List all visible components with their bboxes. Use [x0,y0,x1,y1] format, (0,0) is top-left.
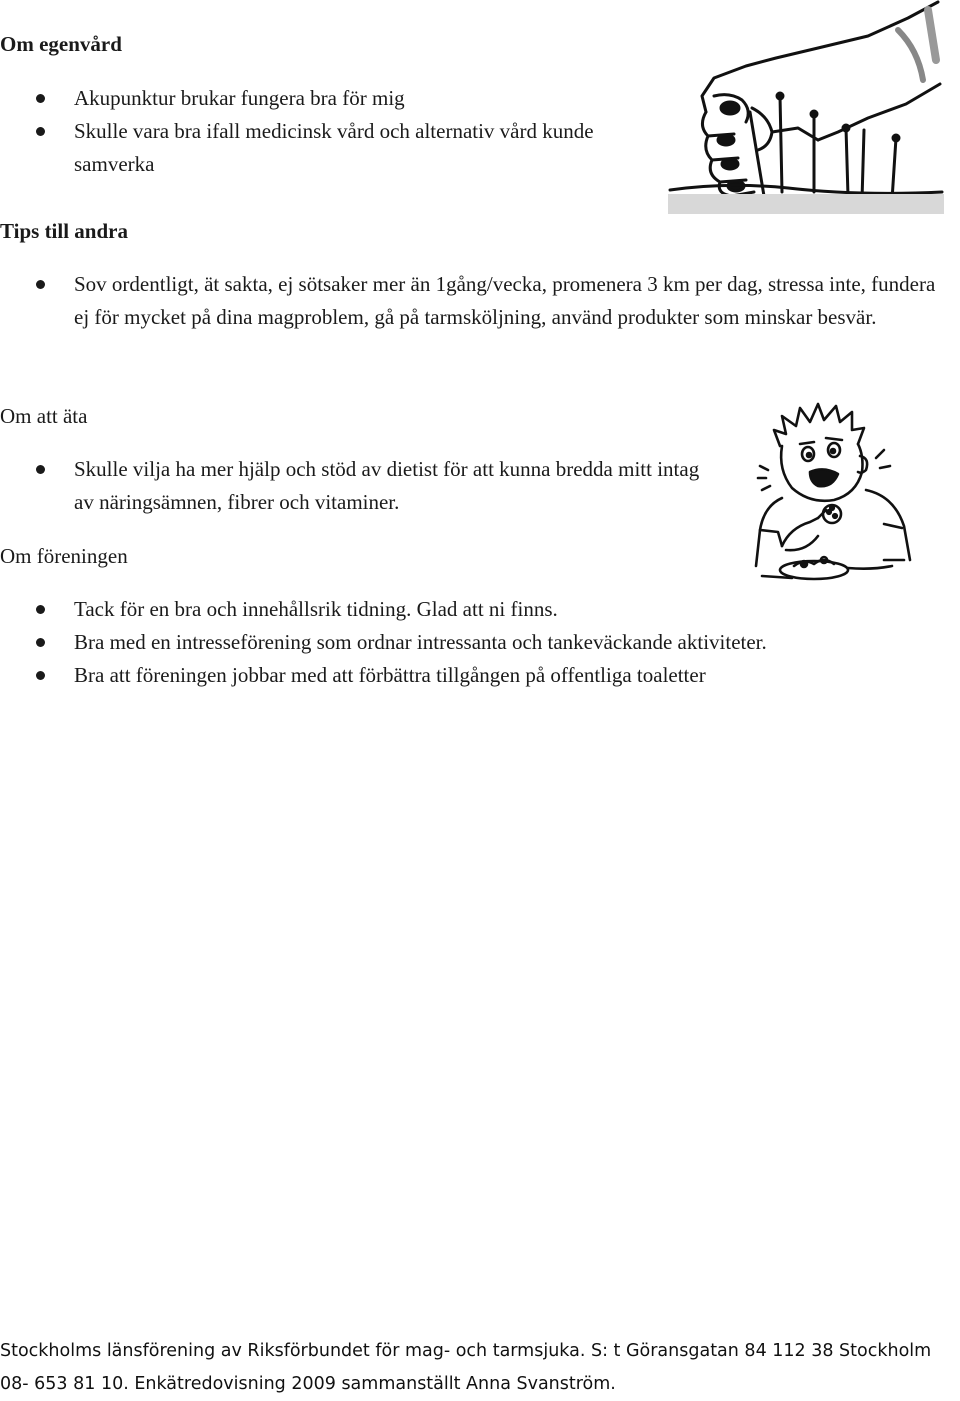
acupuncture-hand-illustration [668,0,944,214]
list-ata [0,453,705,519]
bullet-icon [36,94,45,103]
list-item: Skulle vara bra ifall medicinsk vård och alternativ vård kunde samverka [0,115,640,181]
heading-om-egenvard: Om egenvård [0,32,122,56]
list-item: Sov ordentligt, ät sakta, ej sötsaker mer än 1gång/vecka, promenera 3 km per dag, stressa inte, fundera ej för mycket på dina magproblem, gå på tarmsköljning, använd produkter som minskar besvär. [0,268,960,334]
list-foreningen [0,593,960,692]
list-item: Akupunktur brukar fungera bra för mig [0,82,640,115]
heading-tips-till-andra: Tips till andra [0,219,128,243]
bullet-icon [36,671,45,680]
list-tips [0,268,960,334]
list-item: Tack för en bra och innehållsrik tidning. Glad att ni finns. [0,593,960,626]
footer-line-1: Stockholms länsförening av Riksförbundet för mag- och tarmsjuka. S: t Göransgatan 84 112 38 Stockholm [0,1341,932,1361]
list-egenvard [0,82,640,181]
list-item: Skulle vilja ha mer hjälp och stöd av dietist för att kunna bredda mitt intag av näringsämnen, fibrer och vitaminer. [0,453,705,519]
bullet-icon [36,465,45,474]
bullet-icon [36,605,45,614]
list-item: Bra med en intresseförening som ordnar intressanta och tankeväckande aktiviteter. [0,626,960,659]
footer-line-2: 08- 653 81 10. Enkätredovisning 2009 sammanställt Anna Svanström. [0,1374,616,1394]
heading-om-foreningen: Om föreningen [0,544,128,568]
heading-om-att-ata: Om att äta [0,404,88,428]
bullet-icon [36,638,45,647]
bullet-icon [36,127,45,136]
bullet-icon [36,280,45,289]
list-item: Bra att föreningen jobbar med att förbättra tillgången på offentliga toaletter [0,659,960,692]
eating-person-illustration [752,400,914,584]
